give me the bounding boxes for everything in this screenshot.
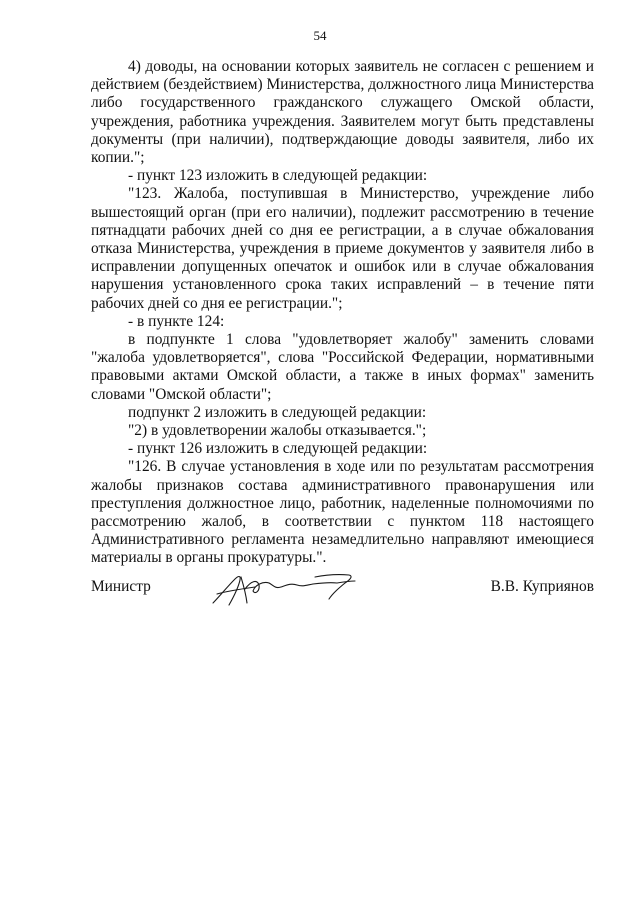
paragraph-item-126-text: "126. В случае установления в ходе или по результатам рассмотрения жалобы признаков состава административного правонарушения или преступления должностное лицо, работник, наделенные полномочиями по рассмотрению жалоб, в соответствии с пунктом 118 настоящего Административного регламента незамедлительно направляют имеющиеся материалы в органы прокуратуры.". [91,458,594,567]
paragraph-item-124-subpoint-2-intro: подпункт 2 изложить в следующей редакции: [128,403,427,421]
page-number: 54 [313,28,327,43]
signatory-title: Министр [91,578,151,595]
paragraph-item-124-intro: - в пункте 124: [128,312,225,330]
paragraph-item-126-intro: - пункт 126 изложить в следующей редакции: [128,440,428,458]
paragraph-item-124-subpoint-1: в подпункте 1 слова "удовлетворяет жалобу" заменить словами "жалоба удовлетворяется", слова "Российской Федерации, нормативными правовыми актами Омской области, а также в иных формах" заменить словами "Омской области"; [91,331,594,403]
paragraph-clause-4: 4) доводы, на основании которых заявитель не согласен с решением и действием (бездействием) Министерства, должностного лица Министерства либо государственного гражданского служащего Омской области, учреждения, работника учреждения. Заявителем могут быть представлены документы (при наличии), подтверждающие доводы заявителя, либо их копии."; [91,58,594,167]
signatory-name: В.В. Куприянов [490,578,594,595]
paragraph-item-124-subpoint-2-text: "2) в удовлетворении жалобы отказывается."; [128,422,427,440]
paragraph-item-123-text: "123. Жалоба, поступившая в Министерство, учреждение либо вышестоящий орган (при его наличии), подлежит рассмотрению в течение пятнадцати рабочих дней со дня ее регистрации, а в случае обжалования отказа Министерства, учреждения в приеме документов у заявителя либо в исправлении допущенных опечаток и ошибок или в случае обжалования нарушения установленного срока таких исправлений – в течение пяти рабочих дней со дня ее регистрации."; [91,185,594,312]
handwritten-signature [211,567,371,609]
paragraph-item-123-intro: - пункт 123 изложить в следующей редакции: [128,167,428,185]
signature-block [91,567,594,617]
document-body [91,58,594,568]
